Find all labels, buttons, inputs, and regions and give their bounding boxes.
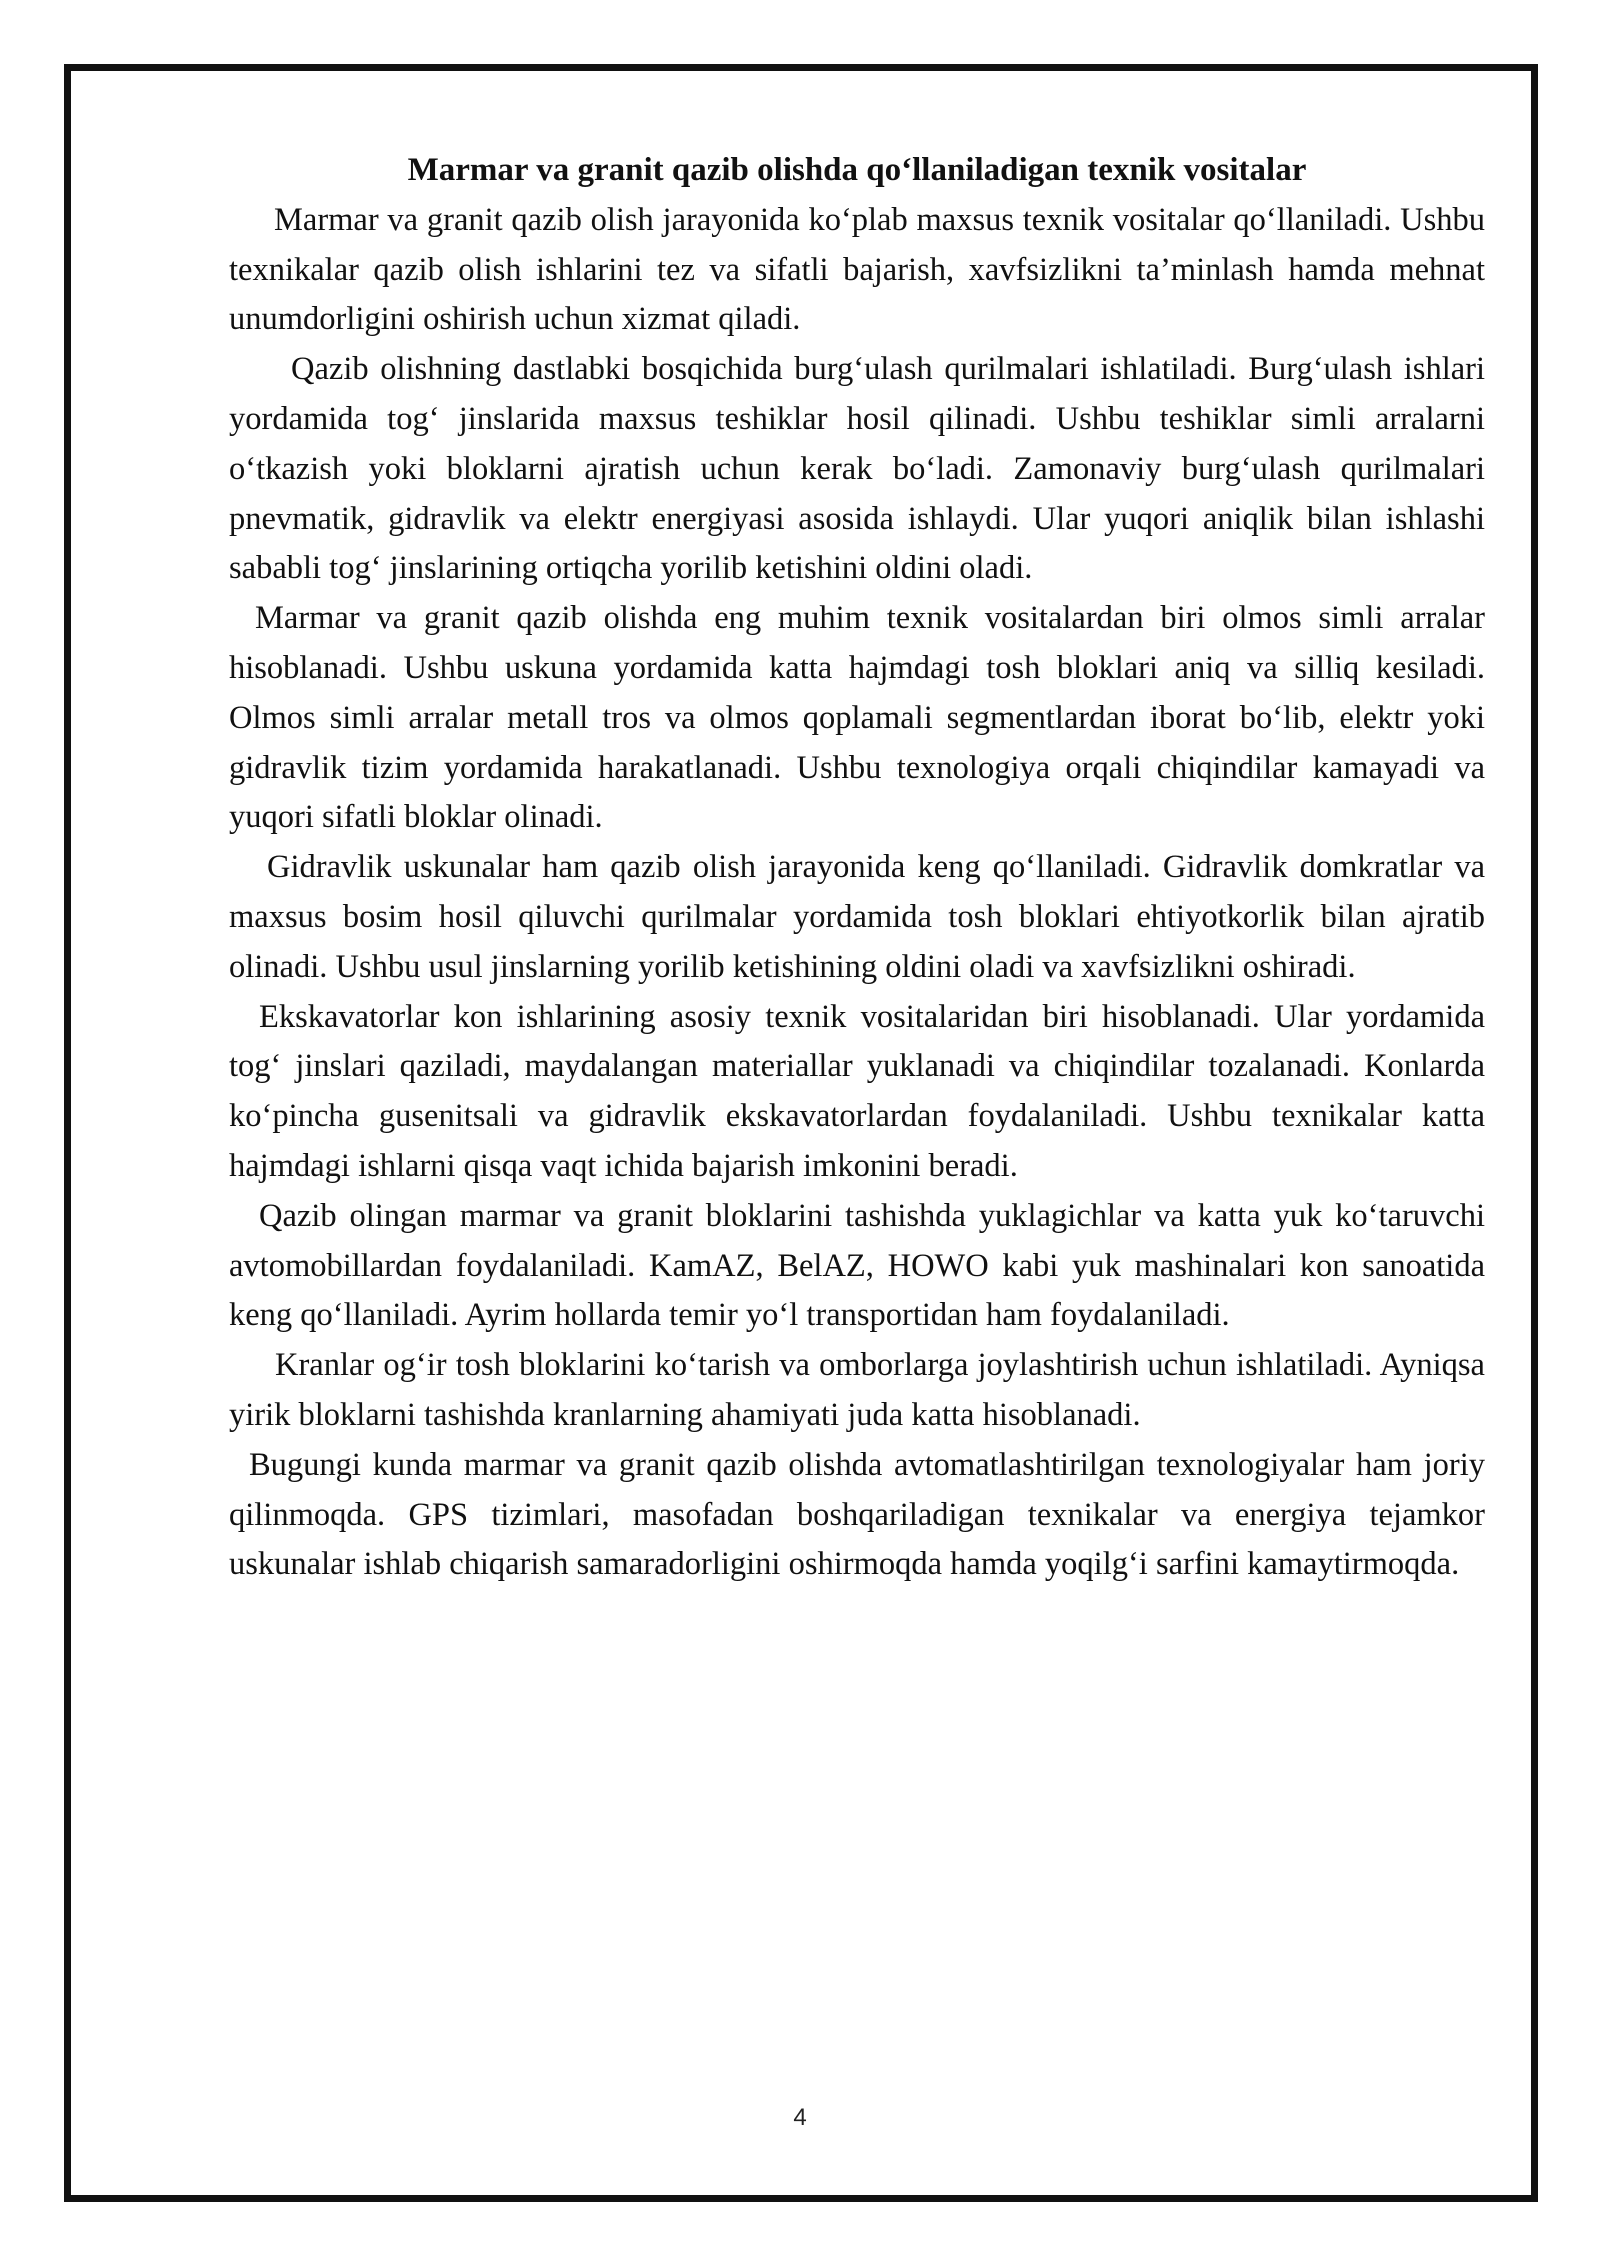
paragraph-intro: Marmar va granit qazib olish jarayonida ko‘plab maxsus texnik vositalar qo‘llaniladi. Ushbu texnikalar qazib olish ishlarini tez va sifatli bajarish, xavfsizlikni ta’minlash hamda mehnat unumdorligini oshirish uchun xizmat qiladi. <box>229 201 1485 338</box>
document-title: Marmar va granit qazib olishda qo‘llaniladigan texnik vositalar <box>407 152 1307 188</box>
paragraph-drilling: Qazib olishning dastlabki bosqichida burg‘ulash qurilmalari ishlatiladi. Burg‘ulash ishlari yordamida tog‘ jinslarida maxsus teshiklar hosil qilinadi. Ushbu teshiklar simli arralarni o‘tkazish yoki bloklarni ajratish uchun kerak bo‘ladi. Zamonaviy burg‘ulash qurilmalari pnevmatik, gidravlik va elektr energiyasi asosida ishlaydi. Ular yuqori aniqlik bilan ishlashi sababli tog‘ jinslarining ortiqcha yorilib ketishini oldini oladi. <box>229 351 1485 587</box>
paragraph-hydraulic-equipment: Gidravlik uskunalar ham qazib olish jarayonida keng qo‘llaniladi. Gidravlik domkratlar va maxsus bosim hosil qiluvchi qurilmalar yordamida tosh bloklari ehtiyotkorlik bilan ajratib olinadi. Ushbu usul jinslarning yorilib ketishining oldini oladi va xavfsizlikni oshiradi. <box>229 849 1485 985</box>
document-body <box>229 146 1485 1590</box>
paragraph-cranes: Kranlar og‘ir tosh bloklarini ko‘tarish va omborlarga joylashtirish uchun ishlatiladi. Ayniqsa yirik bloklarni tashishda kranlarning ahamiyati juda katta hisoblanadi. <box>229 1347 1485 1433</box>
page-number: 4 <box>793 2104 807 2131</box>
paragraph-automation: Bugungi kunda marmar va granit qazib olishda avtomatlashtirilgan texnologiyalar ham joriy qilinmoqda. GPS tizimlari, masofadan boshqariladigan texnikalar va energiya tejamkor uskunalar ishlab chiqarish samaradorligini oshirmoqda hamda yoqilg‘i sarfini kamaytirmoqda. <box>229 1446 1485 1583</box>
paragraph-excavators: Ekskavatorlar kon ishlarining asosiy texnik vositalaridan biri hisoblanadi. Ular yordamida tog‘ jinslari qaziladi, maydalangan materiallar yuklanadi va chiqindilar tozalanadi. Konlarda ko‘pincha gusenitsali va gidravlik ekskavatorlardan foydalaniladi. Ushbu texnikalar katta hajmdagi ishlarni qisqa vaqt ichida bajarish imkonini beradi. <box>229 998 1485 1184</box>
paragraph-transport: Qazib olingan marmar va granit bloklarini tashishda yuklagichlar va katta yuk ko‘taruvchi avtomobillardan foydalaniladi. KamAZ, BelAZ, HOWO kabi yuk mashinalari kon sanoatida keng qo‘llaniladi. Ayrim hollarda temir yo‘l transportidan ham foydalaniladi. <box>229 1197 1485 1334</box>
paragraph-diamond-wire-saws: Marmar va granit qazib olishda eng muhim texnik vositalardan biri olmos simli arralar hisoblanadi. Ushbu uskuna yordamida katta hajmdagi tosh bloklari aniq va silliq kesiladi. Olmos simli arralar metall tros va olmos qoplamali segmentlardan iborat bo‘lib, elektr yoki gidravlik tizim yordamida harakatlanadi. Ushbu texnologiya orqali chiqindilar kamayadi va yuqori sifatli bloklar olinadi. <box>229 600 1485 836</box>
